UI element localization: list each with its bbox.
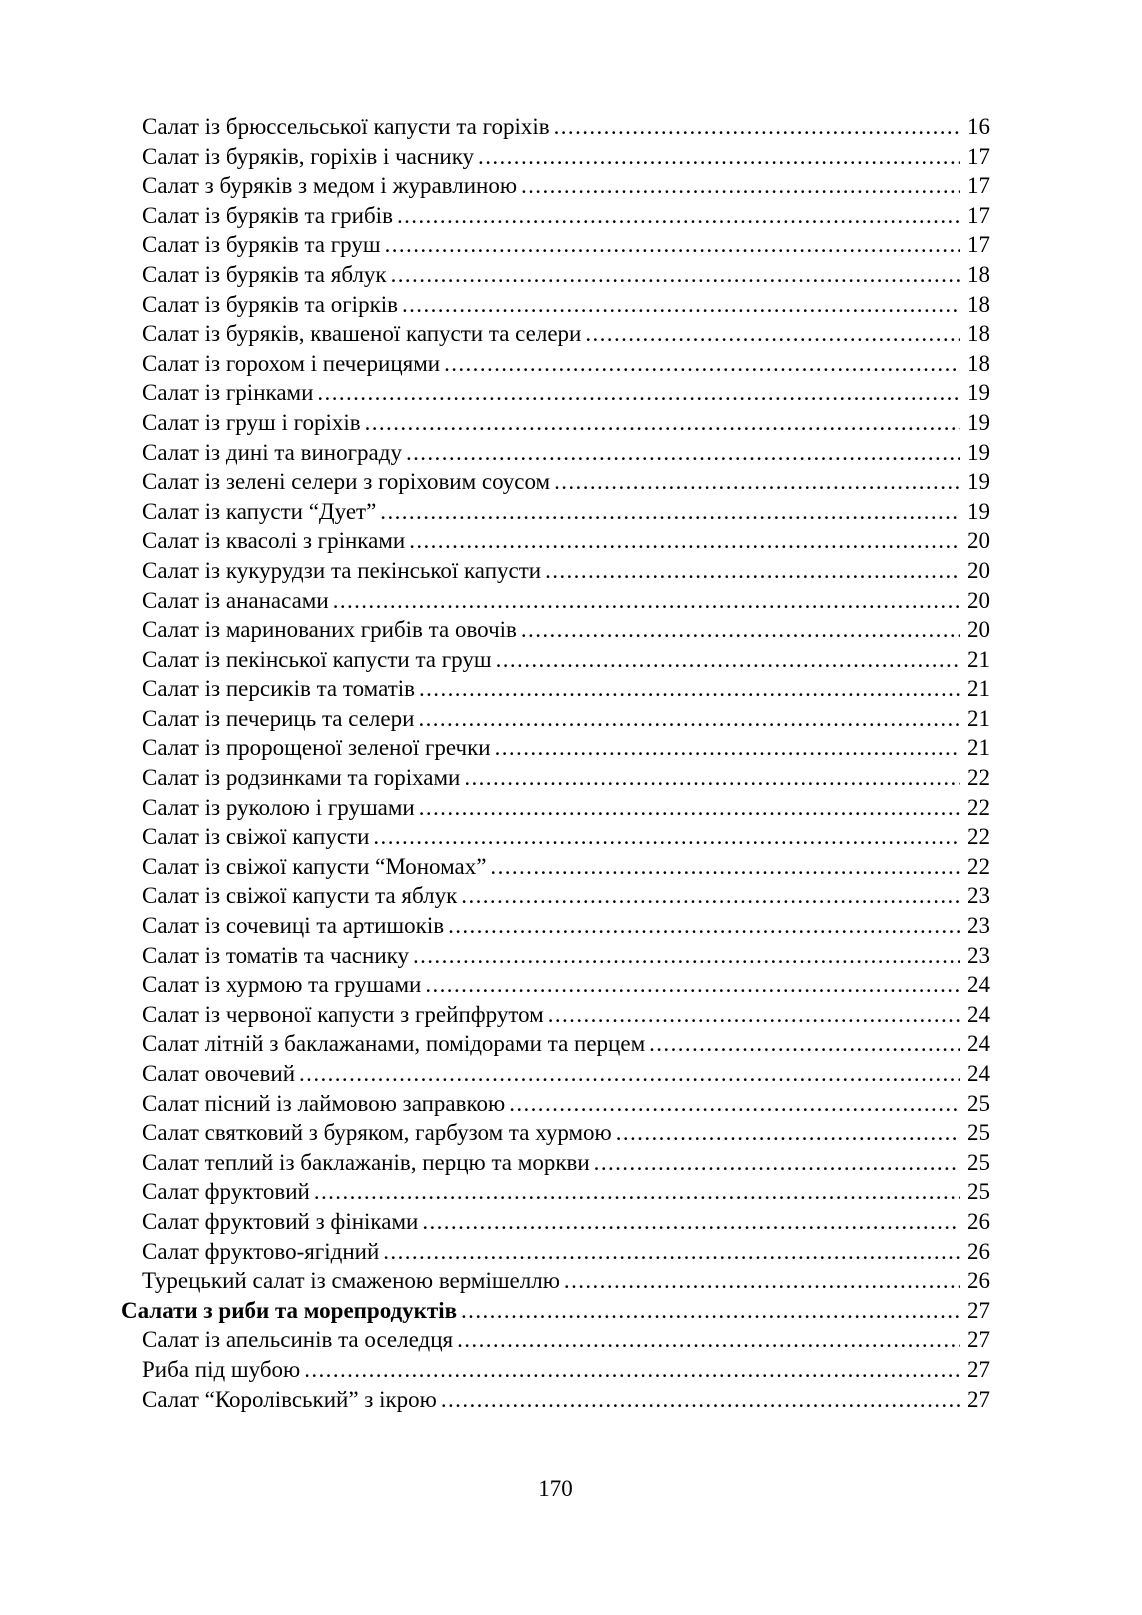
toc-entry — [121, 112, 990, 142]
toc-entry — [121, 556, 990, 586]
toc-dot-leader — [419, 793, 960, 823]
toc-entry — [121, 349, 990, 379]
toc-entry-title: Салат із томатів та часнику — [142, 942, 409, 968]
toc-entry-page: 18 — [967, 261, 990, 287]
toc-entry-title: Салат “Королівський” з ікрою — [142, 1386, 437, 1412]
toc-entry — [121, 1385, 990, 1415]
toc-dot-leader — [594, 1148, 960, 1178]
toc-entry — [121, 201, 990, 231]
toc-entry-title: Салат із пекінської капусти та груш — [142, 646, 492, 672]
toc-dot-leader — [299, 1059, 960, 1089]
toc-entry-page: 25 — [967, 1090, 990, 1116]
toc-entry-title: Салат із пророщеної зеленої гречки — [142, 735, 491, 761]
toc-entry — [121, 1325, 990, 1355]
toc-entry-title: Салат фруктовий з фініками — [142, 1208, 419, 1234]
toc-entry-page: 20 — [967, 557, 990, 583]
toc-entry-page: 21 — [967, 735, 990, 761]
toc-entry-title: Салати з риби та морепродуктів — [121, 1297, 458, 1323]
toc-dot-leader — [333, 586, 960, 616]
toc-dot-leader — [548, 1000, 960, 1030]
toc-entry-page: 23 — [967, 913, 990, 939]
toc-entry-page: 18 — [967, 350, 990, 376]
toc-dot-leader — [554, 467, 960, 497]
toc-dot-leader — [521, 171, 960, 201]
toc-entry-title: Салат святковий з буряком, гарбузом та хурмою — [142, 1120, 612, 1146]
toc-entry — [121, 645, 990, 675]
toc-dot-leader — [464, 763, 960, 793]
toc-dot-leader — [383, 1237, 960, 1267]
toc-entry — [121, 438, 990, 468]
toc-entry — [121, 260, 990, 290]
toc-dot-leader — [402, 290, 960, 320]
toc-entry-title: Турецький салат із смаженою вермішеллю — [142, 1268, 560, 1294]
toc-entry-title: Салат із буряків та огірків — [142, 291, 398, 317]
toc-dot-leader — [545, 556, 960, 586]
toc-entry — [121, 1266, 990, 1296]
toc-dot-leader — [585, 319, 960, 349]
toc-entry — [121, 911, 990, 941]
toc-entry — [121, 526, 990, 556]
toc-entry-title: Салат із квасолі з грінками — [142, 528, 406, 554]
toc-entry-title: Салат із кукурудзи та пекінської капусти — [142, 557, 542, 583]
toc-entry-page: 26 — [967, 1268, 990, 1294]
toc-entry-page: 23 — [967, 883, 990, 909]
toc-entry-page: 27 — [967, 1386, 990, 1412]
toc-entry — [121, 497, 990, 527]
toc-entry — [121, 142, 990, 172]
toc-dot-leader — [448, 911, 960, 941]
toc-entry-page: 16 — [967, 114, 990, 139]
toc-entry-title: Салат із зелені селери з горіховим соусом — [142, 469, 551, 495]
toc-entry — [121, 1148, 990, 1178]
toc-entry-title: Салат фруктово-ягідний — [142, 1238, 380, 1264]
toc-entry — [121, 615, 990, 645]
toc-entry-title: Салат із буряків та яблук — [142, 261, 387, 287]
toc-dot-leader — [478, 142, 960, 172]
toc-entry-page: 22 — [967, 794, 990, 820]
toc-entry-title: Салат із маринованих грибів та овочів — [142, 617, 517, 643]
toc-entry — [121, 467, 990, 497]
toc-entry-title: Салат із хурмою та грушами — [142, 972, 422, 998]
toc-entry — [121, 793, 990, 823]
toc-dot-leader — [391, 260, 960, 290]
toc-entry — [121, 586, 990, 616]
toc-dot-leader — [419, 674, 960, 704]
toc-entry-page: 25 — [967, 1149, 990, 1175]
toc-entry — [121, 408, 990, 438]
toc-dot-leader — [509, 1089, 960, 1119]
toc-entry-title: Салат теплий із баклажанів, перцю та моркви — [142, 1149, 590, 1175]
toc-dot-leader — [365, 408, 960, 438]
toc-entry-title: Салат із руколою і грушами — [142, 794, 415, 820]
toc-dot-leader — [413, 941, 960, 971]
toc-dot-leader — [422, 1207, 960, 1237]
toc-entry-title: Салат овочевий — [142, 1061, 296, 1086]
toc-dot-leader — [444, 349, 960, 379]
toc-dot-leader — [317, 378, 960, 408]
toc-entry-title: Салат із печериць та селери — [142, 705, 415, 731]
toc-entry-page: 25 — [967, 1120, 990, 1146]
toc-entry-page: 26 — [967, 1238, 990, 1264]
toc-entry — [121, 822, 990, 852]
toc-entry-page: 17 — [967, 202, 990, 228]
toc-entry-page: 24 — [967, 1031, 990, 1057]
toc-dot-leader — [649, 1029, 960, 1059]
toc-entry-title: Салат із груш і горіхів — [142, 409, 361, 435]
toc-entry-title: Салат із свіжої капусти — [142, 824, 370, 850]
toc-entry — [121, 1177, 990, 1207]
toc-entry-title: Салат пісний із лаймовою заправкою — [142, 1090, 506, 1116]
toc-entry-page: 22 — [967, 765, 990, 791]
toc-entry-title: Салат із червоної капусти з грейпфрутом — [142, 1001, 544, 1027]
toc-entry-page: 19 — [967, 469, 990, 495]
toc-dot-leader — [314, 1177, 960, 1207]
toc-dot-leader — [461, 1296, 960, 1326]
toc-entry-page: 19 — [967, 498, 990, 524]
toc-entry-title: Салат із грінками — [142, 380, 314, 406]
toc-entry-title: Салат із горохом і печерицями — [142, 350, 441, 376]
toc-entry — [121, 1029, 990, 1059]
toc-entry — [121, 1000, 990, 1030]
toc-dot-leader — [554, 112, 960, 142]
toc-entry — [121, 1296, 990, 1326]
toc-entry — [121, 1237, 990, 1267]
toc-entry-page: 19 — [967, 439, 990, 465]
toc-entry-title: Салат із буряків та груш — [142, 232, 381, 258]
toc-entry — [121, 704, 990, 734]
toc-entry-page: 26 — [967, 1208, 990, 1234]
toc-dot-leader — [616, 1118, 960, 1148]
toc-entry-page: 20 — [967, 587, 990, 613]
toc-entry-page: 17 — [967, 232, 990, 258]
toc-list — [121, 112, 990, 1414]
toc-entry-title: Салат літній з баклажанами, помідорами та перцем — [142, 1031, 646, 1057]
toc-entry — [121, 970, 990, 1000]
toc-entry-page: 23 — [967, 942, 990, 968]
toc-entry-page: 21 — [967, 676, 990, 702]
toc-entry — [121, 378, 990, 408]
toc-dot-leader — [495, 733, 960, 763]
toc-entry-page: 18 — [967, 321, 990, 347]
toc-entry — [121, 852, 990, 882]
toc-entry — [121, 881, 990, 911]
toc-entry-title: Салат із свіжої капусти та яблук — [142, 883, 458, 909]
toc-entry-title: Салат із буряків, квашеної капусти та селери — [142, 321, 582, 347]
toc-entry-title: Риба під шубою — [142, 1356, 301, 1382]
toc-dot-leader — [490, 852, 960, 882]
toc-dot-leader — [564, 1266, 960, 1296]
toc-entry — [121, 1207, 990, 1237]
toc-entry-title: Салат із брюссельської капусти та горіхів — [142, 114, 550, 139]
toc-entry-page: 24 — [967, 1001, 990, 1027]
toc-entry — [121, 674, 990, 704]
toc-entry — [121, 171, 990, 201]
toc-entry-page: 27 — [967, 1356, 990, 1382]
toc-entry-page: 22 — [967, 824, 990, 850]
toc-dot-leader — [409, 526, 960, 556]
toc-entry-title: Салат із буряків та грибів — [142, 202, 393, 228]
toc-entry — [121, 1355, 990, 1385]
toc-dot-leader — [425, 970, 960, 1000]
toc-entry — [121, 733, 990, 763]
toc-entry-page: 21 — [967, 646, 990, 672]
toc-entry-title: Салат із апельсинів та оселедця — [142, 1327, 454, 1353]
toc-entry-page: 19 — [967, 409, 990, 435]
toc-entry — [121, 1089, 990, 1119]
toc-entry-title: Салат фруктовий — [142, 1179, 310, 1205]
toc-dot-leader — [406, 438, 960, 468]
toc-entry-page: 24 — [967, 1061, 990, 1086]
toc-entry-title: Салат із сочевиці та артишоків — [142, 913, 445, 939]
toc-entry-page: 27 — [967, 1297, 990, 1323]
toc-entry-page: 17 — [967, 143, 990, 169]
toc-entry-title: Салат із дині та винограду — [142, 439, 402, 465]
toc-dot-leader — [461, 881, 960, 911]
toc-dot-leader — [441, 1385, 960, 1415]
toc-entry-title: Салат із персиків та томатів — [142, 676, 415, 702]
toc-dot-leader — [457, 1325, 960, 1355]
toc-dot-leader — [385, 230, 960, 260]
toc-dot-leader — [304, 1355, 960, 1385]
toc-dot-leader — [496, 645, 960, 675]
toc-entry-page: 21 — [967, 705, 990, 731]
toc-entry-page: 27 — [967, 1327, 990, 1353]
toc-entry-title: Салат із свіжої капусти “Мономах” — [142, 853, 487, 879]
toc-entry-page: 20 — [967, 528, 990, 554]
toc-entry-title: Салат з буряків з медом і журавлиною — [142, 173, 517, 199]
toc-dot-leader — [380, 497, 960, 527]
toc-dot-leader — [418, 704, 960, 734]
toc-dot-leader — [521, 615, 960, 645]
toc-entry — [121, 763, 990, 793]
toc-entry — [121, 1118, 990, 1148]
toc-entry-page: 22 — [967, 853, 990, 879]
toc-entry-title: Салат із буряків, горіхів і часнику — [142, 143, 475, 169]
toc-dot-leader — [373, 822, 960, 852]
toc-entry — [121, 1059, 990, 1089]
toc-entry — [121, 941, 990, 971]
toc-entry-page: 18 — [967, 291, 990, 317]
toc-entry-page: 25 — [967, 1179, 990, 1205]
toc-entry-page: 20 — [967, 617, 990, 643]
toc-dot-leader — [397, 201, 960, 231]
toc-entry-title: Салат із ананасами — [142, 587, 329, 613]
toc-entry-page: 17 — [967, 173, 990, 199]
toc-entry-title: Салат із родзинками та горіхами — [142, 765, 461, 791]
toc-entry — [121, 230, 990, 260]
toc-entry-page: 24 — [967, 972, 990, 998]
toc-entry-title: Салат із капусти “Дует” — [142, 498, 377, 524]
toc-entry — [121, 319, 990, 349]
toc-entry — [121, 290, 990, 320]
toc-entry-page: 19 — [967, 380, 990, 406]
page-number: 170 — [538, 1476, 573, 1501]
